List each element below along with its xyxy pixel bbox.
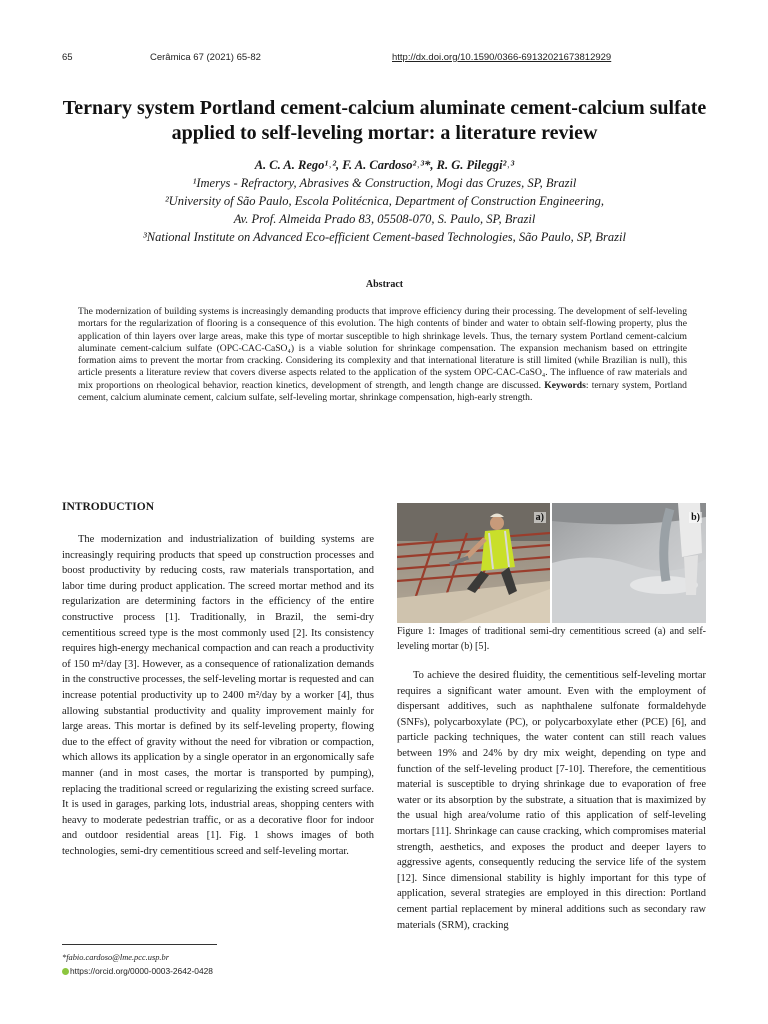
figure-1 — [397, 503, 706, 623]
affiliation-2: ²University of São Paulo, Escola Politécnica, Department of Construction Engineering, — [164, 194, 605, 208]
orcid-line — [62, 966, 213, 976]
abstract-body — [78, 306, 687, 404]
keywords-list: : ternary system, Portland cement, calcium aluminate cement, calcium sulfate, self-leveling mortar, shrinkage compensation, high-early strength. — [78, 379, 687, 404]
corresponding-email[interactable]: *fabio.cardoso@lme.pcc.usp.br — [62, 953, 169, 962]
right-column-paragraph: To achieve the desired fluidity, the cementitious self-leveling mortar requires a significant water amount. Even with the employment of dispersant additives, such as naphthalene sulfonate formaldehyde (SNFs), polycarboxylate (PC), or polycarboxylate ether (PCE) [6], and particle packing techniques, the water content can still reach values between 19% and 24% by dry mix weight, depending on type and function of the self-leveling product [7-10]. Therefore, the cementitious material is susceptible to drying shrinkage due to evaporation of free water or its absorption by the substrate, a situation that is maximized by the usual high area/volume ratio of this application of self-leveling mortars [11]. Shrinkage can cause cracking, which compromises material strength, aesthetics, and exposes the product and deeper layers to aggressive agents, consequently reducing the service life of the system [12]. Since dimensional stability is highly important for this type of application, several strategies are employed in this direction: Portland cement partial replacement by mineral additions such as secondary raw materials (SRM), cracking — [397, 670, 706, 931]
abstract-heading: Abstract — [365, 279, 404, 290]
figure-label-a: a) — [535, 512, 544, 523]
self-leveling-pour-photo — [552, 503, 706, 623]
affiliation-1: ¹Imerys - Refractory, Abrasives & Construction, Mogi das Cruzes, SP, Brazil — [192, 176, 577, 190]
introduction-paragraph: The modernization and industrialization of building systems are increasingly requiring products that speed up construction processes and boost productivity by reducing costs, raw materials transportation, and labor time during product application. The screed mortar method and its regularization are determining factors in the efficiency of the entire constructive process [1]. Traditionally, in Brazil, the semi-dry cementitious screed type is the most commonly used [2]. Its consistency requires high-energy mechanical compaction and can reach a productivity of 150 m²/day [3]. However, as a consequence of rationalization demands in the constructive processes, the self-leveling mortar is requested and can increase potential productivity up to 2400 m²/day by a worker [4], thus allowing substantial productivity and quality improvement mainly for large areas. This mortar is defined by its self-leveling property, flowing due to the effect of gravity without the need for vibration or compaction, which allows its application by a single operator in an ergonomically safe manner (and in most cases, the mortar is transported by pumping), replacing the traditional screed or regularizing the existing screed surface. It is used in garages, parking lots, industrial areas, shopping centers with heavy to moderate pedestrian traffic, or as a decorative floor for indoor and outdoor residential areas [1]. Fig. 1 shows images of both technologies, semi-dry cementitious screed and self-leveling mortar. — [62, 534, 374, 857]
journal-citation: Cerâmica 67 (2021) 65-82 — [150, 52, 261, 63]
paper-title: Ternary system Portland cement-calcium aluminate cement-calcium sulfate applied to self-leveling mortar: a literature review — [62, 97, 707, 144]
footnote-divider — [62, 944, 217, 945]
author-names: A. C. A. Rego¹˒², F. A. Cardoso²˒³*, R. G. Pileggi²˒³ — [254, 158, 515, 172]
author-block — [62, 156, 707, 246]
orcid-icon — [62, 968, 69, 975]
keywords-label: Keywords — [544, 379, 586, 391]
figure-panel-a — [397, 503, 550, 623]
affiliation-2-address: Av. Prof. Almeida Prado 83, 05508-070, S. Paulo, SP, Brazil — [233, 212, 536, 226]
abstract-text: The modernization of building systems is increasingly demanding products that improve efficiency during their processing. The development of self-leveling mortars for the regularization of flooring is a consequence of this evolution. The high contents of binder and water to obtain self-flowing property, plus the application of thin layers over large areas, make this type of mortar susceptible to high shrinkage levels. Thus, the ternary system Portland cement-calcium aluminate cement-calcium sulfate (OPC-CAC-CaSO₄) is a viable solution for shrinkage compensation. The expansion mechanism based on ettringite formation aims to prevent the mortar from cracking. Considering its complexity and that international literature is still limited (while Brazilian is null), this article presents a literature review that covers diverse aspects related to the application of the system OPC-CAC-CaSO₄. The influence of raw materials and mix proportions on rheological behavior, reaction kinetics, development of strength, and length change are discussed. — [78, 306, 687, 391]
introduction-heading: INTRODUCTION — [62, 501, 155, 513]
orcid-link[interactable]: https://orcid.org/0000-0003-2642-0428 — [70, 966, 213, 976]
affiliation-3: ³National Institute on Advanced Eco-efficient Cement-based Technologies, São Paulo, SP, Brazil — [143, 230, 626, 244]
page-number: 65 — [62, 52, 73, 63]
doi-link[interactable]: http://dx.doi.org/10.1590/0366-69132021673812929 — [392, 52, 612, 63]
figure-panel-b — [552, 503, 706, 623]
screed-worker-photo — [397, 503, 550, 623]
figure-label-b: b) — [691, 512, 700, 523]
figure-1-caption: Figure 1: Images of traditional semi-dry cementitious screed (a) and self-leveling mortar (b) [5]. — [397, 626, 706, 652]
